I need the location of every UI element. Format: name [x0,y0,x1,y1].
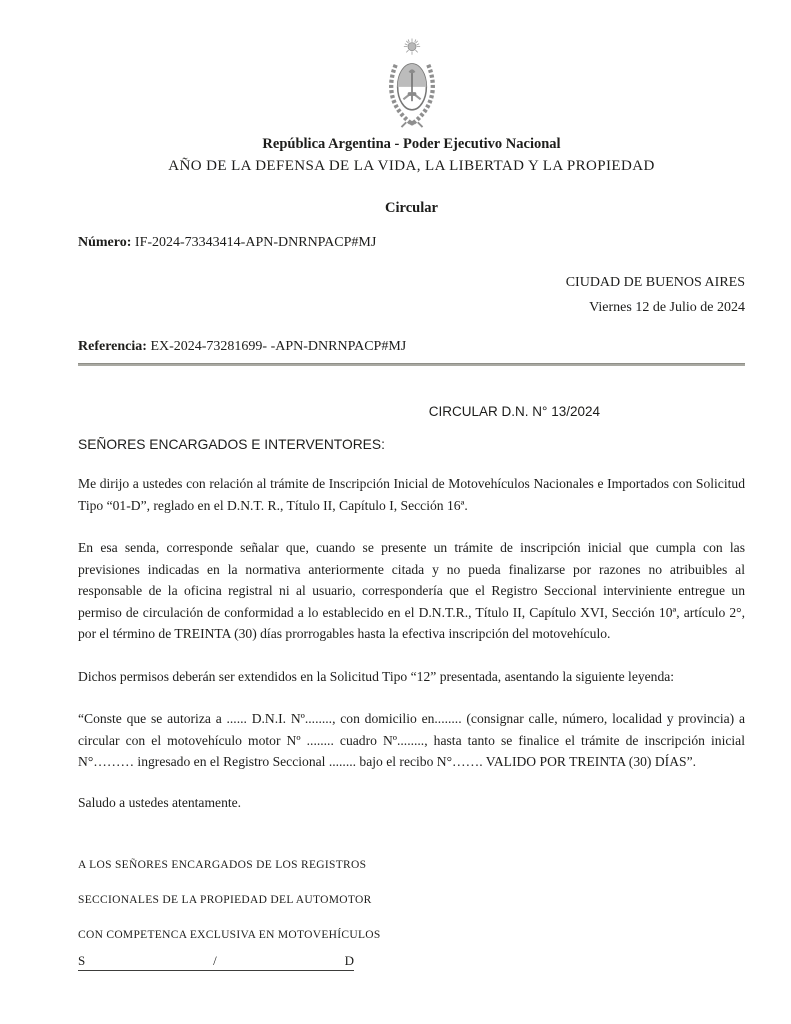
signature-separator: / [213,952,217,968]
numero-label: Número: [78,235,132,250]
signature-right-mark: D [344,952,354,968]
numero-value: IF-2024-73343414-APN-DNRNPACP#MJ [134,235,377,250]
circular-number: CIRCULAR D.N. N° 13/2024 [428,404,600,419]
addressee-line-2: SECCIONALES DE LA PROPIEDAD DEL AUTOMOTOR [78,893,372,906]
salutation: SEÑORES ENCARGADOS E INTERVENTORES: [78,437,385,452]
numero-row [78,235,745,251]
paragraph-4-quote: “Conste que se autoriza a ...... D.N.I. Nº........, con domicilio en........ (consignar calle, número, localidad y provincia) a circular con el motovehículo motor Nº ........ cuadro Nº........, hasta tanto se finalice el trámite de inscripción inicial N°……… ingresado en el Registro Seccional ........ bajo el recibo N°……. VALIDO POR TREINTA (30) DÍAS”. [78,711,745,769]
sun-disc [407,43,415,51]
paragraph-2: En esa senda, corresponde señalar que, cuando se presente un trámite de inscripción inicial que cumpla con las previsiones indicadas en la normativa anteriormente citada y no pueda finalizarse por razones no atribuibles al responsable de la oficina registral ni al usuario, correspondería que el Registro Seccional interviniente entregue un permiso de circulación de conformidad a lo establecido en el D.N.T.R., Título II, Capítulo XVI, Sección 10ª, artículo 2°, por el término de TREINTA (30) días prorrogables hasta la efectiva inscripción del motovehículo. [78,540,745,641]
ribbon-knot [409,121,414,126]
city-line: CIUDAD DE BUENOS AIRES [565,275,745,290]
document-type: Circular [385,200,438,216]
date-line: Viernes 12 de Julio de 2024 [589,300,745,315]
referencia-label: Referencia: [78,339,147,354]
referencia-value: EX-2024-73281699- -APN-DNRNPACP#MJ [150,339,407,354]
referencia-row [78,339,745,355]
paragraph-3: Dichos permisos deberán ser extendidos en la Solicitud Tipo “12” presentada, asentando la siguiente leyenda: [78,668,675,684]
paragraph-1: Me dirijo a ustedes con relación al trámite de Inscripción Inicial de Motovehículos Nacionales e Importados con Solicitud Tipo “01-D”, reglado en el D.N.T. R., Título II, Capítulo I, Sección 16ª. [78,476,745,513]
argentina-coat-of-arms-icon [381,38,443,128]
addressee-line-3: CON COMPETENCA EXCLUSIVA EN MOTOVEHÍCULOS [78,928,381,941]
year-motto: AÑO DE LA DEFENSA DE LA VIDA, LA LIBERTAD Y LA PROPIEDAD [168,158,655,174]
signature-blank-line [78,953,354,971]
addressee-line-1: A LOS SEÑORES ENCARGADOS DE LOS REGISTROS [78,858,367,871]
org-title: República Argentina - Poder Ejecutivo Nacional [262,136,561,152]
signature-left-mark: S [78,952,86,968]
closing-line: Saludo a ustedes atentamente. [78,794,242,810]
crest-container [78,38,745,133]
horizontal-divider [78,363,745,366]
clasped-hands [407,92,416,96]
